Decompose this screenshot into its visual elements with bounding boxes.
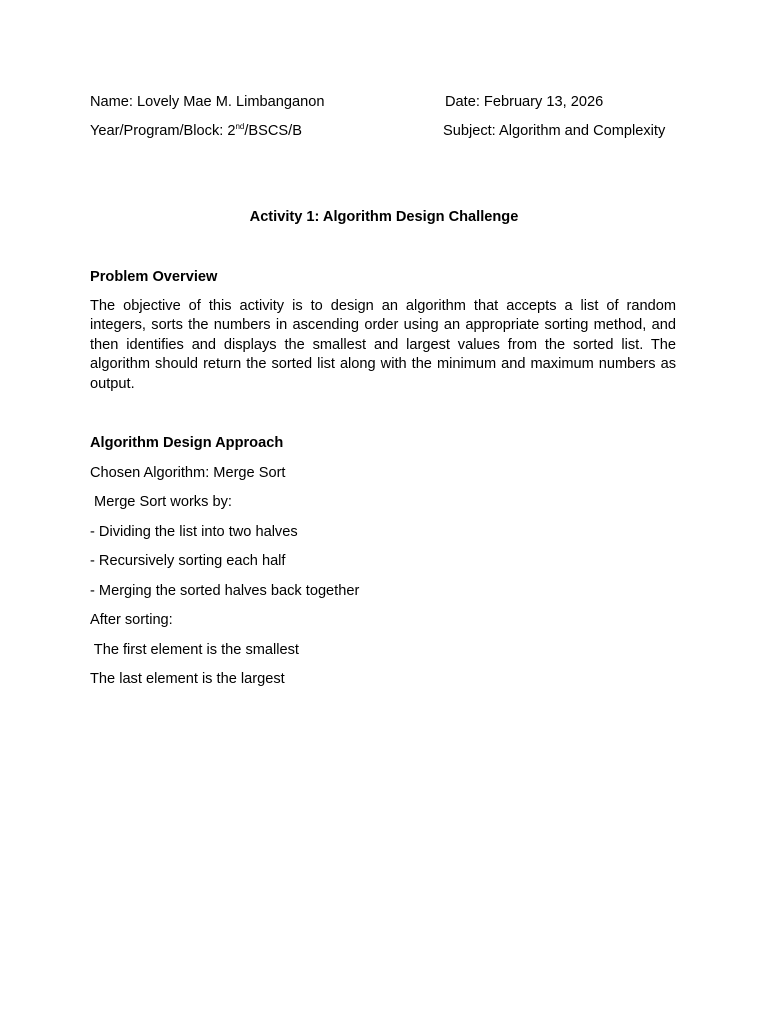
works-by-label: Merge Sort works by: — [90, 494, 232, 510]
problem-overview-paragraph: The objective of this activity is to design an algorithm that accepts a list of random integers, sorts the numbers in ascending order using an appropriate sorting method, and then identifies and displays the smallest and largest values from the sorted list. The algorithm should return the sorted list along with the minimum and maximum numbers as output. — [90, 298, 676, 392]
list-item: - Merging the sorted halves back together — [90, 583, 360, 599]
list-item: - Dividing the list into two halves — [90, 524, 298, 540]
year-program-block — [90, 122, 302, 140]
chosen-algorithm: Chosen Algorithm: Merge Sort — [90, 465, 286, 481]
after-sorting-label: After sorting: — [90, 612, 173, 628]
problem-overview-heading: Problem Overview — [90, 269, 218, 285]
student-name: Name: Lovely Mae M. Limbanganon — [90, 94, 325, 110]
ordinal-suffix: nd — [235, 122, 245, 131]
approach-heading: Algorithm Design Approach — [90, 435, 284, 451]
first-element-note: The first element is the smallest — [90, 642, 299, 658]
list-item: - Recursively sorting each half — [90, 553, 286, 569]
year-program-prefix: Year/Program/Block: 2 — [90, 123, 236, 139]
year-program-suffix: /BSCS/B — [244, 123, 302, 139]
last-element-note: The last element is the largest — [90, 671, 285, 687]
activity-title: Activity 1: Algorithm Design Challenge — [249, 209, 519, 225]
date-field: Date: February 13, 2026 — [445, 94, 604, 110]
subject-field: Subject: Algorithm and Complexity — [443, 123, 666, 139]
